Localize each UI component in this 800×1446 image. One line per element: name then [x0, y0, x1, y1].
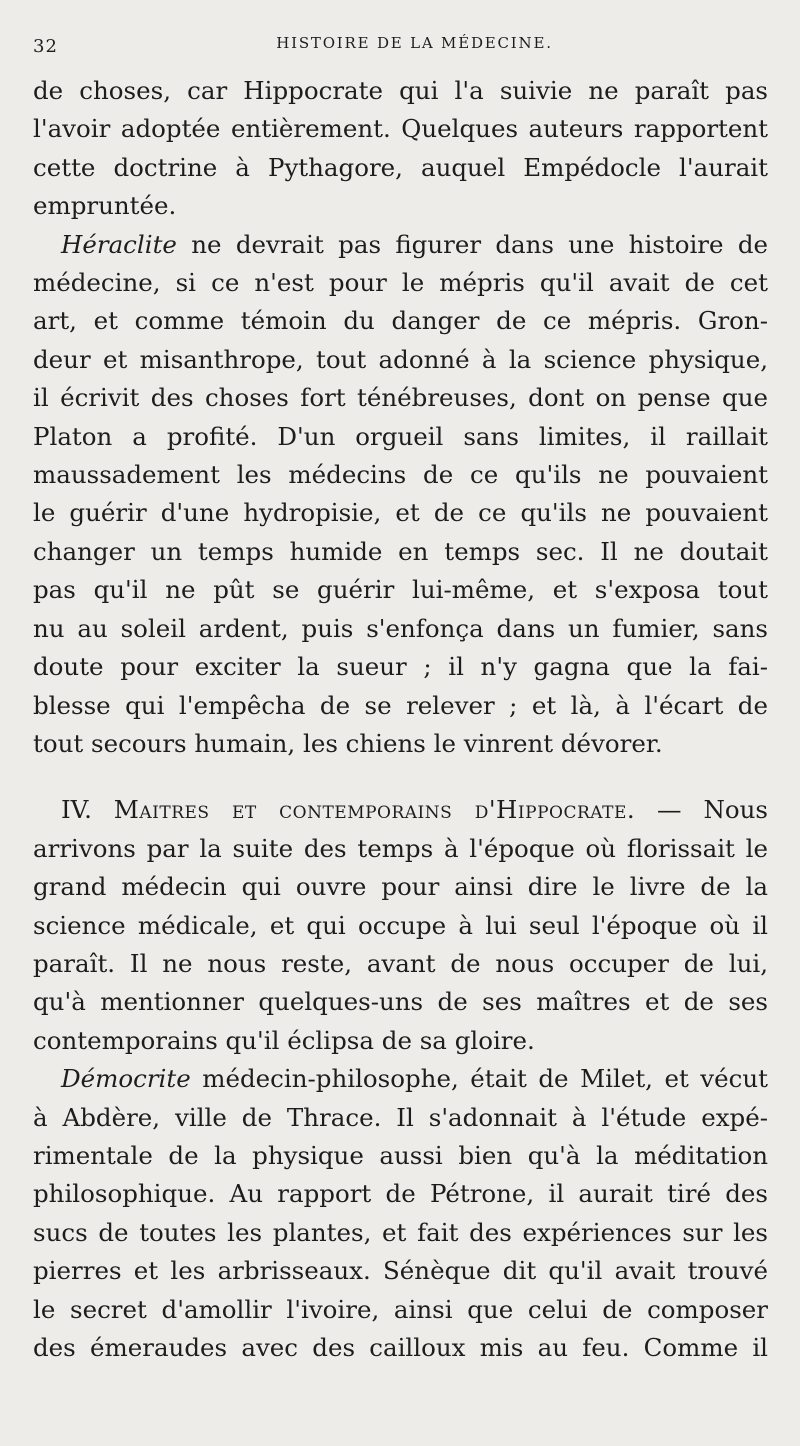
- paragraph-democrite: [33, 1060, 768, 1367]
- text-line: le secret d'amollir l'ivoire, ainsi que celui de composer: [33, 1294, 768, 1324]
- text-line: empruntée.: [33, 191, 177, 221]
- text-line: il écrivit des choses fort ténébreuses, dont on pense que: [33, 383, 768, 413]
- text-line: doute pour exciter la sueur ; il n'y gagna que la fai-: [33, 652, 768, 682]
- paragraph-heraclite: [33, 226, 768, 764]
- text-line: pas qu'il ne pût se guérir lui-même, et s'exposa tout: [33, 575, 768, 605]
- text-line: [33, 1060, 768, 1098]
- text-line: philosophique. Au rapport de Pétrone, il aurait tiré des: [33, 1179, 768, 1209]
- text-line: le guérir d'une hydropisie, et de ce qu'ils ne pouvaient: [33, 498, 768, 528]
- paragraph-1: [33, 72, 768, 226]
- section-number: IV.: [61, 795, 92, 825]
- person-name: Démocrite: [61, 1064, 191, 1094]
- text-line: [33, 226, 768, 264]
- text-line: deur et misanthrope, tout adonné à la science physique,: [33, 344, 768, 374]
- section-heading-line: [33, 791, 768, 829]
- text-line: changer un temps humide en temps sec. Il ne doutait: [33, 536, 768, 566]
- text-line: nu au soleil ardent, puis s'enfonça dans un fumier, sans: [33, 613, 768, 643]
- text-line: à Abdère, ville de Thrace. Il s'adonnait à l'étude expé-: [33, 1102, 768, 1132]
- text-fragment: médecin-philosophe, était de Milet, et vécut: [190, 1064, 768, 1094]
- text-line: science médicale, et qui occupe à lui seul l'époque où il: [33, 910, 768, 940]
- text-line: blesse qui l'empêcha de se relever ; et là, à l'écart de: [33, 690, 768, 720]
- text-line: pierres et les arbrisseaux. Sénèque dit qu'il avait trouvé: [33, 1256, 768, 1286]
- text-line: rimentale de la physique aussi bien qu'à la méditation: [33, 1140, 768, 1170]
- text-line: tout secours humain, les chiens le vinrent dévorer.: [33, 728, 663, 758]
- text-fragment: — Nous: [635, 795, 768, 825]
- text-line: paraît. Il ne nous reste, avant de nous occuper de lui,: [33, 948, 768, 978]
- text-line: maussadement les médecins de ce qu'ils ne pouvaient: [33, 460, 768, 490]
- person-name: Héraclite: [61, 229, 177, 259]
- text-line: sucs de toutes les plantes, et fait des expériences sur les: [33, 1217, 768, 1247]
- text-line: cette doctrine à Pythagore, auquel Empédocle l'aurait: [33, 152, 768, 182]
- running-title: HISTOIRE DE LA MÉDECINE.: [276, 34, 553, 52]
- text-line: art, et comme témoin du danger de ce mépris. Gron-: [33, 306, 768, 336]
- text-line: médecine, si ce n'est pour le mépris qu'il avait de cet: [33, 268, 768, 298]
- text-fragment: ne devrait pas figurer dans une histoire de: [176, 229, 768, 259]
- section-title: Maitres et contemporains d'Hippocrate.: [113, 795, 636, 825]
- text-line: qu'à mentionner quelques-uns de ses maîtres et de ses: [33, 987, 768, 1017]
- text-line: l'avoir adoptée entièrement. Quelques auteurs rapportent: [33, 114, 768, 144]
- page-number: 32: [33, 36, 58, 57]
- text-line: de choses, car Hippocrate qui l'a suivie ne paraît pas: [33, 76, 768, 105]
- text-line: grand médecin qui ouvre pour ainsi dire le livre de la: [33, 872, 768, 902]
- section-iv: [33, 791, 768, 1060]
- text-line: arrivons par la suite des temps à l'époque où florissait le: [33, 833, 768, 863]
- body-text: [33, 72, 768, 1367]
- page-header: [33, 30, 768, 62]
- text-line: contemporains qu'il éclipsa de sa gloire.: [33, 1025, 535, 1055]
- text-line: des émeraudes avec des cailloux mis au feu. Comme il: [33, 1333, 768, 1362]
- text-line: Platon a profité. D'un orgueil sans limites, il raillait: [33, 421, 768, 451]
